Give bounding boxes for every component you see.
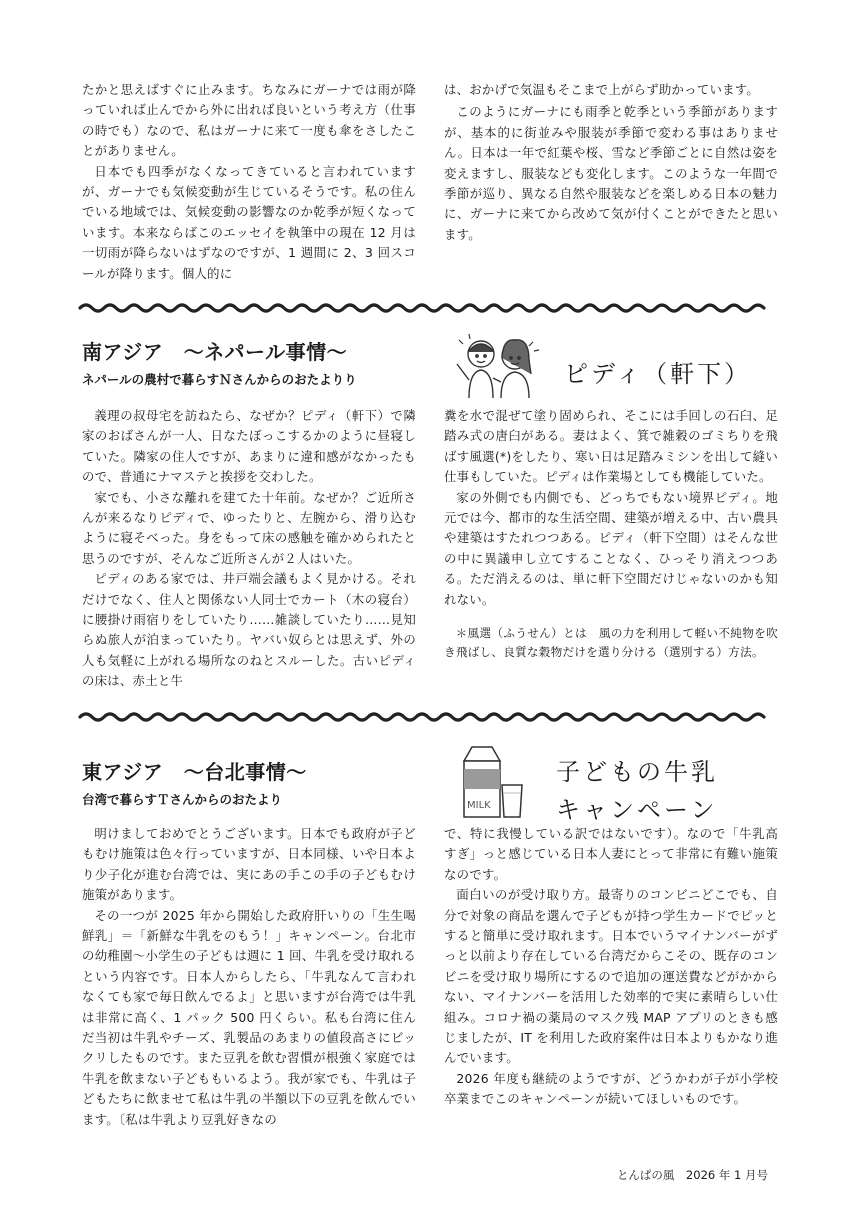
taipei-right-column — [444, 824, 778, 1110]
paragraph: このようにガーナにも雨季と乾季という季節がありますが、基本的に街並みや服装が季節で変わる事はありません。日本は一年で紅葉や桜、雪など季節ごとに自然は姿を変えますし、服装なども変化します。このような一年間で季節が巡り、異なる自然や服装などを楽しめる日本の魅力に、ガーナに来てから改めて気が付くことができたと思います。 — [444, 104, 778, 242]
paragraph: 家の外側でも内側でも、どっちでもない境界ピディ。地元では今、都市的な生活空間、建築が増える中、古い農具や建築はすたれつつある。ピディ（軒下空間）はそんな世の中に異議申し立てすることなく、ひっそり消えつつある。ただ消えるのは、単に軒下空間だけじゃないのかも知れない。 — [444, 489, 778, 607]
essay-continued-left-column — [82, 80, 416, 284]
section-subtitle-nepal: ネパールの農村で暮らすＮさんからのおたよりり — [82, 372, 357, 387]
paragraph: その一つが 2025 年から開始した政府肝いりの「生生喝鮮乳」＝「新鮮な牛乳をのもう！」キャンペーン。台北市の幼稚園～小学生の子どもは週に 1 回、牛乳を受け取れるという内容です。日本人からしたら、「牛乳なんて言われなくても家で毎日飲んでるよ」と思いますが台湾では牛乳は非常に高く、1 パック 500 円くらい。私も台湾に住んだ当初は牛乳やチーズ、乳製品のあまりの値段高さにビックリしたものです。また豆乳を飲む習慣が根強く家庭では牛乳を飲まない子どももいるよう。我が家でも、牛乳は子どもたちに飲ませて私は牛乳の半額以下の豆乳を飲んでいます。〔私は牛乳より豆乳好きなの — [82, 907, 416, 1127]
taipei-left-column — [82, 824, 416, 1130]
two-people-illustration — [447, 330, 547, 400]
nepal-left-column — [82, 406, 416, 692]
section-title-nepal: 南アジア ～ネパール事情～ — [82, 340, 348, 364]
feature-title-line-1: 子どもの牛乳 — [556, 758, 718, 786]
paragraph: 面白いのが受け取り方。最寄りのコンビニどこでも、自分で対象の商品を選んで子どもが持つ学生カードでピッとすると簡単に受け取れます。日本でいうマイナンバーがずっと以前より存在している台湾だからこその、既存のコンビニを受け取り場所にするので追加の運送費などがかからない、マイナンバーを活用した効率的で実に素晴らしい仕組み。コロナ禍の薬局のマスク残 MAP アプリのときも感じましたが、IT を利用した政府案件は日本よりもかなり進んでいます。 — [444, 887, 778, 1066]
paragraph: は、おかげで気温もそこまで上がらず助かっています。 — [444, 82, 760, 97]
feature-title-pidi: ピディ（軒下） — [564, 360, 752, 388]
paragraph: ピディのある家では、井戸端会議もよく見かける。それだけでなく、住人と関係ない人同士でカート（木の寝台）に腰掛け雨宿りをしていたり……雑談していたり……見知らぬ旅人が泊まっていたり。ヤバい奴らとは思えず、外の人も気軽に上がれる場所なのねとスルーした。古いピディの床は、赤土と牛 — [82, 571, 416, 689]
decorative-divider — [78, 710, 772, 724]
page-footer: とんぱの風 2026 年 1 月号 — [616, 1168, 768, 1182]
paragraph: 家でも、小さな離れを建てた十年前。なぜか？ご近所さんが来るなりピディで、ゆったりと、左腕から、滑り込むように寝そべった。身をもって床の感触を確かめられたと思うのですが、そんなご近所さんが２人はいた。 — [82, 489, 416, 566]
paragraph: で、特に我慢している訳ではないです）。なので「牛乳高すぎ」っと感じている日本人妻にとって非常に有難い施策なのです。 — [444, 826, 778, 882]
paragraph: たかと思えばすぐに止みます。ちなみにガーナでは雨が降っていれば止んでから外に出れば良いという考え方（仕事の時でも）なので、私はガーナに来て一度も傘をさしたことがありません。 — [82, 82, 416, 159]
paragraph: 日本でも四季がなくなってきていると言われていますが、ガーナでも気候変動が生じているそうです。私の住んでいる地域では、気候変動の影響なのか乾季が短くなっています。本来ならばこのエッセイを執筆中の現在 12 月は一切雨が降らないはずなのですが、1 週間に 2、3 回スコールが降ります。個人的に — [82, 163, 416, 281]
section-subtitle-taipei: 台湾で暮らすＴさんからのおたより — [82, 792, 283, 807]
footnote: ＊風選（ふうせん）とは 風の力を利用して軽い不純物を吹き飛ばし、良質な穀物だけを選り分ける（選別する）方法。 — [444, 626, 778, 659]
paragraph: 明けましておめでとうございます。日本でも政府が子どもむけ施策は色々行っていますが、日本同様、いや日本より少子化が進む台湾では、実にあの手この手の子どもむけ施策があります。 — [82, 826, 416, 903]
milk-label: MILK — [467, 800, 491, 811]
paragraph: 義理の叔母宅を訪ねたら、なぜか？ピディ（軒下）で隣家のおばさんが一人、日なたぼっこするかのように昼寝していた。隣家の住人ですが、あまりに違和感がなかったもので、普通にナマステと挨拶を交わした。 — [82, 408, 416, 485]
milk-carton-icon — [458, 743, 530, 821]
paragraph: 2026 年度も継続のようですが、どうかわが子が小学校卒業までこのキャンペーンが続いてほしいものです。 — [444, 1070, 778, 1107]
paragraph: 糞を水で混ぜて塗り固められ、そこには手回しの石臼、足踏み式の唐臼がある。妻はよく、箕で雑穀のゴミちりを飛ばす風選(*)をしたり、寒い日は足踏みミシンを出して縫い仕事もしていた。ピディは作業場としても機能していた。 — [444, 408, 778, 485]
nepal-right-column — [444, 406, 778, 661]
feature-title-line-2: キャンペーン — [556, 796, 718, 824]
section-title-taipei: 東アジア ～台北事情～ — [82, 760, 307, 784]
decorative-divider — [78, 301, 772, 315]
essay-continued-right-column — [444, 80, 778, 245]
